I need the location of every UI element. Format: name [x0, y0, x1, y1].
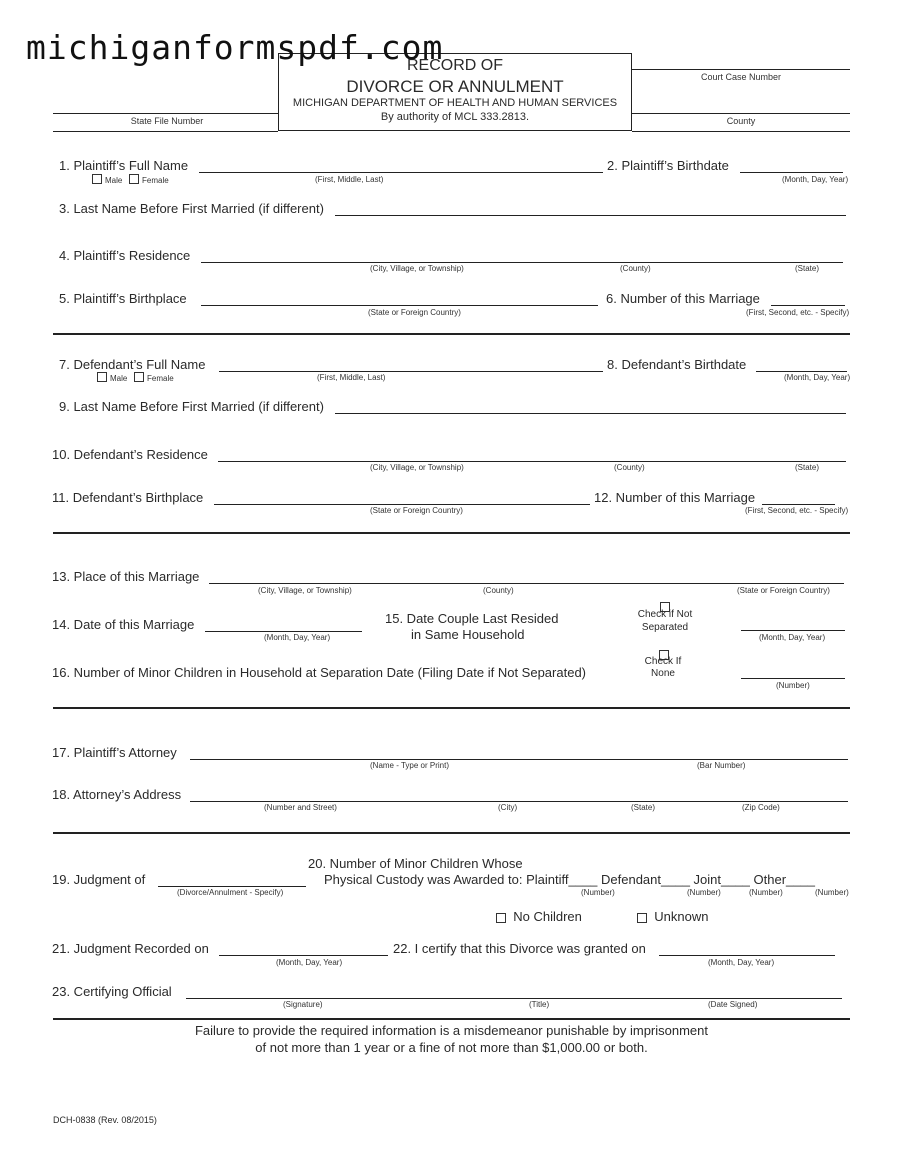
defendant-marriage-number-field[interactable]: [762, 504, 835, 505]
defendant-full-name-field[interactable]: [219, 371, 603, 372]
department-name: MICHIGAN DEPARTMENT OF HEALTH AND HUMAN SERVICES: [292, 97, 618, 109]
attorney-field[interactable]: [190, 759, 848, 760]
plaintiff-maiden-name-field[interactable]: [335, 215, 846, 216]
marriage-country-hint: (State or Foreign Country): [737, 586, 830, 595]
defendant-marriage-hint: (First, Second, etc. - Specify): [745, 506, 849, 515]
other-number-hint: (Number): [815, 888, 849, 897]
plaintiff-male-checkbox[interactable]: [92, 174, 102, 184]
defendant-number-hint: (Number): [687, 888, 721, 897]
defendant-marriage-number-label: 12. Number of this Marriage: [594, 490, 756, 505]
unknown-checkbox[interactable]: [637, 913, 647, 923]
attorney-state-hint: (State): [631, 803, 656, 812]
minor-children-hint: (Number): [776, 681, 810, 690]
certify-date-field[interactable]: [659, 955, 835, 956]
plaintiff-sex-options: Male Female: [92, 174, 169, 185]
defendant-maiden-name-field[interactable]: [335, 413, 846, 414]
attorney-bar-hint: (Bar Number): [697, 761, 746, 770]
defendant-country-hint: (State or Foreign Country): [370, 506, 463, 515]
judgment-of-field[interactable]: [158, 886, 306, 887]
plaintiff-female-checkbox[interactable]: [129, 174, 139, 184]
attorney-city-hint: (City): [498, 803, 518, 812]
plaintiff-birthdate-hint: (Month, Day, Year): [782, 175, 849, 184]
judgment-type-hint: (Divorce/Annulment - Specify): [177, 888, 284, 897]
certify-date-hint: (Month, Day, Year): [708, 958, 775, 967]
certifying-official-label: 23. Certifying Official: [52, 984, 172, 999]
defendant-residence-label: 10. Defendant’s Residence: [52, 447, 208, 462]
last-resided-date-hint: (Month, Day, Year): [759, 633, 826, 642]
defendant-birthplace-label: 11. Defendant’s Birthplace: [52, 490, 204, 505]
marriage-place-label: 13. Place of this Marriage: [52, 569, 200, 584]
defendant-maiden-name-label: 9. Last Name Before First Married (if different): [59, 399, 324, 414]
marriage-date-field[interactable]: [205, 631, 362, 632]
minor-children-field[interactable]: [741, 678, 845, 679]
plaintiff-state-hint: (State): [795, 264, 820, 273]
defendant-female-checkbox[interactable]: [134, 372, 144, 382]
defendant-residence-field[interactable]: [218, 461, 846, 462]
not-separated-label-2: Separated: [641, 622, 689, 633]
date-signed-hint: (Date Signed): [708, 1000, 758, 1009]
attorney-label: 17. Plaintiff’s Attorney: [52, 745, 177, 760]
plaintiff-residence-label: 4. Plaintiff’s Residence: [59, 248, 191, 263]
plaintiff-maiden-name-label: 3. Last Name Before First Married (if different): [59, 201, 324, 216]
plaintiff-city-hint: (City, Village, or Township): [370, 264, 464, 273]
plaintiff-name-hint: (First, Middle, Last): [315, 175, 384, 184]
last-resided-date-field[interactable]: [741, 630, 845, 631]
county-line[interactable]: [632, 113, 850, 114]
defendant-birthdate-field[interactable]: [756, 371, 847, 372]
defendant-name-hint: (First, Middle, Last): [317, 373, 386, 382]
defendant-birthdate-label: 8. Defendant’s Birthdate: [607, 357, 747, 372]
marriage-county-hint: (County): [483, 586, 514, 595]
plaintiff-birthdate-label: 2. Plaintiff’s Birthdate: [607, 158, 729, 173]
signature-hint: (Signature): [283, 1000, 323, 1009]
warning-line-1: Failure to provide the required information is a misdemeanor punishable by imprisonment: [194, 1023, 709, 1038]
attorney-address-field[interactable]: [190, 801, 848, 802]
no-children-option: No Children: [496, 909, 582, 924]
minor-children-label: 16. Number of Minor Children in Household at Separation Date (Filing Date if Not Separated): [52, 665, 586, 680]
certify-label: 22. I certify that this Divorce was granted on: [393, 941, 646, 956]
plaintiff-marriage-number-field[interactable]: [771, 305, 845, 306]
no-children-checkbox[interactable]: [496, 913, 506, 923]
plaintiff-residence-field[interactable]: [201, 262, 843, 263]
plaintiff-number-hint: (Number): [581, 888, 615, 897]
check-if-none-label-1: Check If: [644, 656, 682, 667]
defendant-birthplace-field[interactable]: [214, 504, 590, 505]
joint-number-hint: (Number): [749, 888, 783, 897]
plaintiff-marriage-hint: (First, Second, etc. - Specify): [746, 308, 850, 317]
defendant-male-checkbox[interactable]: [97, 372, 107, 382]
court-case-top-rule: [632, 69, 850, 70]
form-title-line2: DIVORCE OR ANNULMENT: [346, 77, 564, 96]
defendant-birthdate-hint: (Month, Day, Year): [784, 373, 851, 382]
defendant-city-hint: (City, Village, or Township): [370, 463, 464, 472]
section-divider-2: [53, 532, 850, 534]
court-case-number-label: Court Case Number: [700, 72, 782, 82]
marriage-city-hint: (City, Village, or Township): [258, 586, 352, 595]
plaintiff-county-hint: (County): [620, 264, 651, 273]
county-label: County: [726, 116, 756, 126]
section-divider-3: [53, 707, 850, 709]
defendant-state-hint: (State): [795, 463, 820, 472]
section-divider-4: [53, 832, 850, 834]
watermark: michiganformspdf.com: [26, 28, 444, 67]
marriage-date-hint: (Month, Day, Year): [264, 633, 331, 642]
header-bottom-rule-right: [632, 131, 850, 132]
plaintiff-birthplace-label: 5. Plaintiff’s Birthplace: [59, 291, 187, 306]
attorney-zip-hint: (Zip Code): [742, 803, 780, 812]
attorney-name-hint: (Name - Type or Print): [370, 761, 449, 770]
attorney-street-hint: (Number and Street): [264, 803, 337, 812]
plaintiff-country-hint: (State or Foreign Country): [368, 308, 461, 317]
plaintiff-birthdate-field[interactable]: [740, 172, 843, 173]
title-hint: (Title): [529, 1000, 550, 1009]
custody-label-1: 20. Number of Minor Children Whose: [308, 856, 523, 871]
header-bottom-rule-left: [53, 131, 278, 132]
authority-text: By authority of MCL 333.2813.: [380, 111, 530, 123]
attorney-address-label: 18. Attorney’s Address: [52, 787, 182, 802]
plaintiff-birthplace-field[interactable]: [201, 305, 598, 306]
warning-line-2: of not more than 1 year or a fine of not more than $1,000.00 or both.: [255, 1040, 648, 1055]
judgment-recorded-field[interactable]: [219, 955, 388, 956]
form-number: DCH-0838 (Rev. 08/2015): [53, 1115, 157, 1125]
judgment-of-label: 19. Judgment of: [52, 872, 146, 887]
plaintiff-full-name-field[interactable]: [199, 172, 603, 173]
section-divider-5: [53, 1018, 850, 1020]
defendant-county-hint: (County): [614, 463, 645, 472]
check-if-none-label-2: None: [651, 668, 675, 679]
state-file-number-line[interactable]: [53, 113, 278, 114]
judgment-recorded-label: 21. Judgment Recorded on: [52, 941, 209, 956]
plaintiff-full-name-label: 1. Plaintiff’s Full Name: [59, 158, 189, 173]
certifying-official-field[interactable]: [186, 998, 842, 999]
judgment-recorded-hint: (Month, Day, Year): [276, 958, 343, 967]
unknown-option: Unknown: [637, 909, 708, 924]
custody-label-2: Physical Custody was Awarded to: Plaintiff____ Defendant____ Joint____ Other____: [324, 872, 815, 887]
form-title-line1: RECORD OF: [407, 57, 503, 74]
section-divider-1: [53, 333, 850, 335]
not-separated-label-1: Check if Not: [637, 609, 693, 620]
last-resided-label-1: 15. Date Couple Last Resided: [385, 611, 559, 626]
state-file-number-label: State File Number: [130, 116, 204, 126]
defendant-sex-options: Male Female: [97, 372, 174, 383]
last-resided-label-2: in Same Household: [411, 627, 525, 642]
marriage-date-label: 14. Date of this Marriage: [52, 617, 195, 632]
marriage-place-field[interactable]: [209, 583, 844, 584]
defendant-full-name-label: 7. Defendant’s Full Name: [59, 357, 206, 372]
plaintiff-marriage-number-label: 6. Number of this Marriage: [606, 291, 760, 306]
